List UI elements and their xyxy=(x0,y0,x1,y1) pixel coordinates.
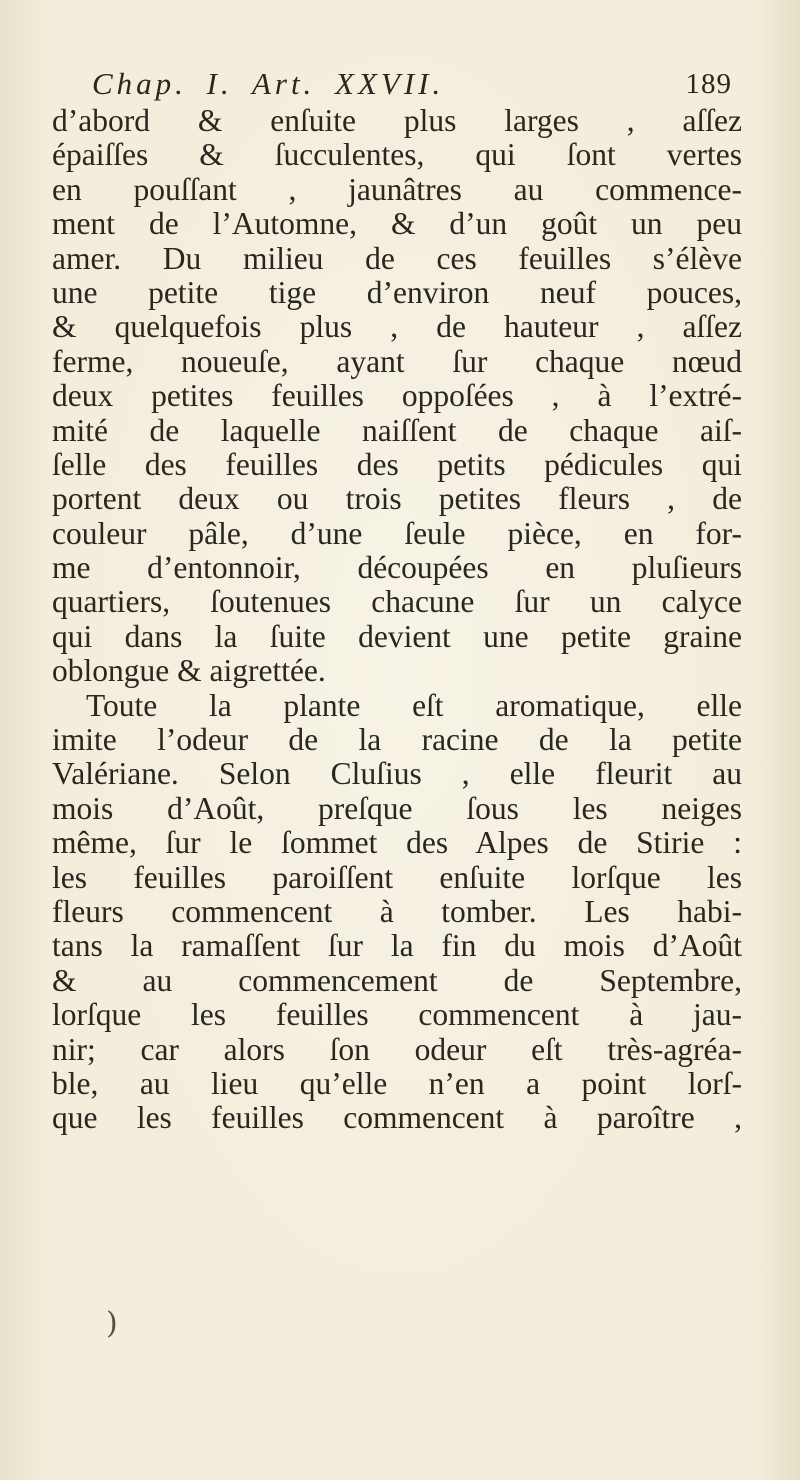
text-line: fleurs commencent à tomber. Les habi- xyxy=(52,893,742,929)
text-line: & quelquefois plus , de hauteur , aſſez xyxy=(52,309,742,345)
text-line: qui dans la ſuite devient une petite graine xyxy=(52,618,742,654)
text-line: imite l’odeur de la racine de la petite xyxy=(52,722,742,758)
text-line: ſelle des feuilles des petits pédicules qui xyxy=(52,446,742,482)
text-line: me d’entonnoir, découpées en pluſieurs xyxy=(52,550,742,586)
text-line: mité de laquelle naiſſent de chaque aiſ- xyxy=(52,412,742,448)
page-number: 189 xyxy=(685,68,732,100)
text-line: quartiers, ſoutenues chacune ſur un calyce xyxy=(52,584,742,620)
running-head xyxy=(92,66,732,106)
text-line: même, ſur le ſommet des Alpes de Stirie : xyxy=(52,825,742,861)
text-line: portent deux ou trois petites fleurs , de xyxy=(52,481,742,517)
text-line: lorſque les feuilles commencent à jau- xyxy=(52,997,742,1033)
text-line: ble, au lieu qu’elle n’en a point lorſ- xyxy=(52,1065,742,1101)
text-line: amer. Du milieu de ces feuilles s’élève xyxy=(52,240,742,276)
paragraph-start-line: Toute la plante eſt aromatique, elle xyxy=(86,687,742,723)
text-line: que les feuilles commencent à paroître , xyxy=(52,1100,742,1136)
text-line: oblongue & aigrettée. xyxy=(52,653,326,689)
text-line: & au commencement de Septembre, xyxy=(52,962,742,998)
text-line: ment de l’Automne, & d’un goût un peu xyxy=(52,206,742,242)
chapter-heading: Chap. I. Art. XXVII. xyxy=(92,66,445,101)
text-line: nir; car alors ſon odeur eſt très-agréa- xyxy=(52,1031,742,1067)
body-text xyxy=(52,104,742,1136)
text-line: épaiſſes & ſucculentes, qui ſont vertes xyxy=(52,137,742,173)
text-line: les feuilles paroiſſent enſuite lorſque les xyxy=(52,859,742,895)
text-line: mois d’Août, preſque ſous les neiges xyxy=(52,790,742,826)
signature-mark: ) xyxy=(106,1306,118,1341)
text-line: Valériane. Selon Cluſius , elle fleurit au xyxy=(52,756,742,792)
text-line: ferme, noueuſe, ayant ſur chaque nœud xyxy=(52,343,742,379)
text-line: en pouſſant , jaunâtres au commence- xyxy=(52,171,742,207)
text-line: une petite tige d’environ neuf pouces, xyxy=(52,274,742,310)
text-line: deux petites feuilles oppoſées , à l’extré- xyxy=(52,378,742,414)
text-line: tans la ramaſſent ſur la fin du mois d’Août xyxy=(52,928,742,964)
text-line: d’abord & enſuite plus larges , aſſez xyxy=(52,103,742,138)
text-line: couleur pâle, d’une ſeule pièce, en for- xyxy=(52,515,742,551)
